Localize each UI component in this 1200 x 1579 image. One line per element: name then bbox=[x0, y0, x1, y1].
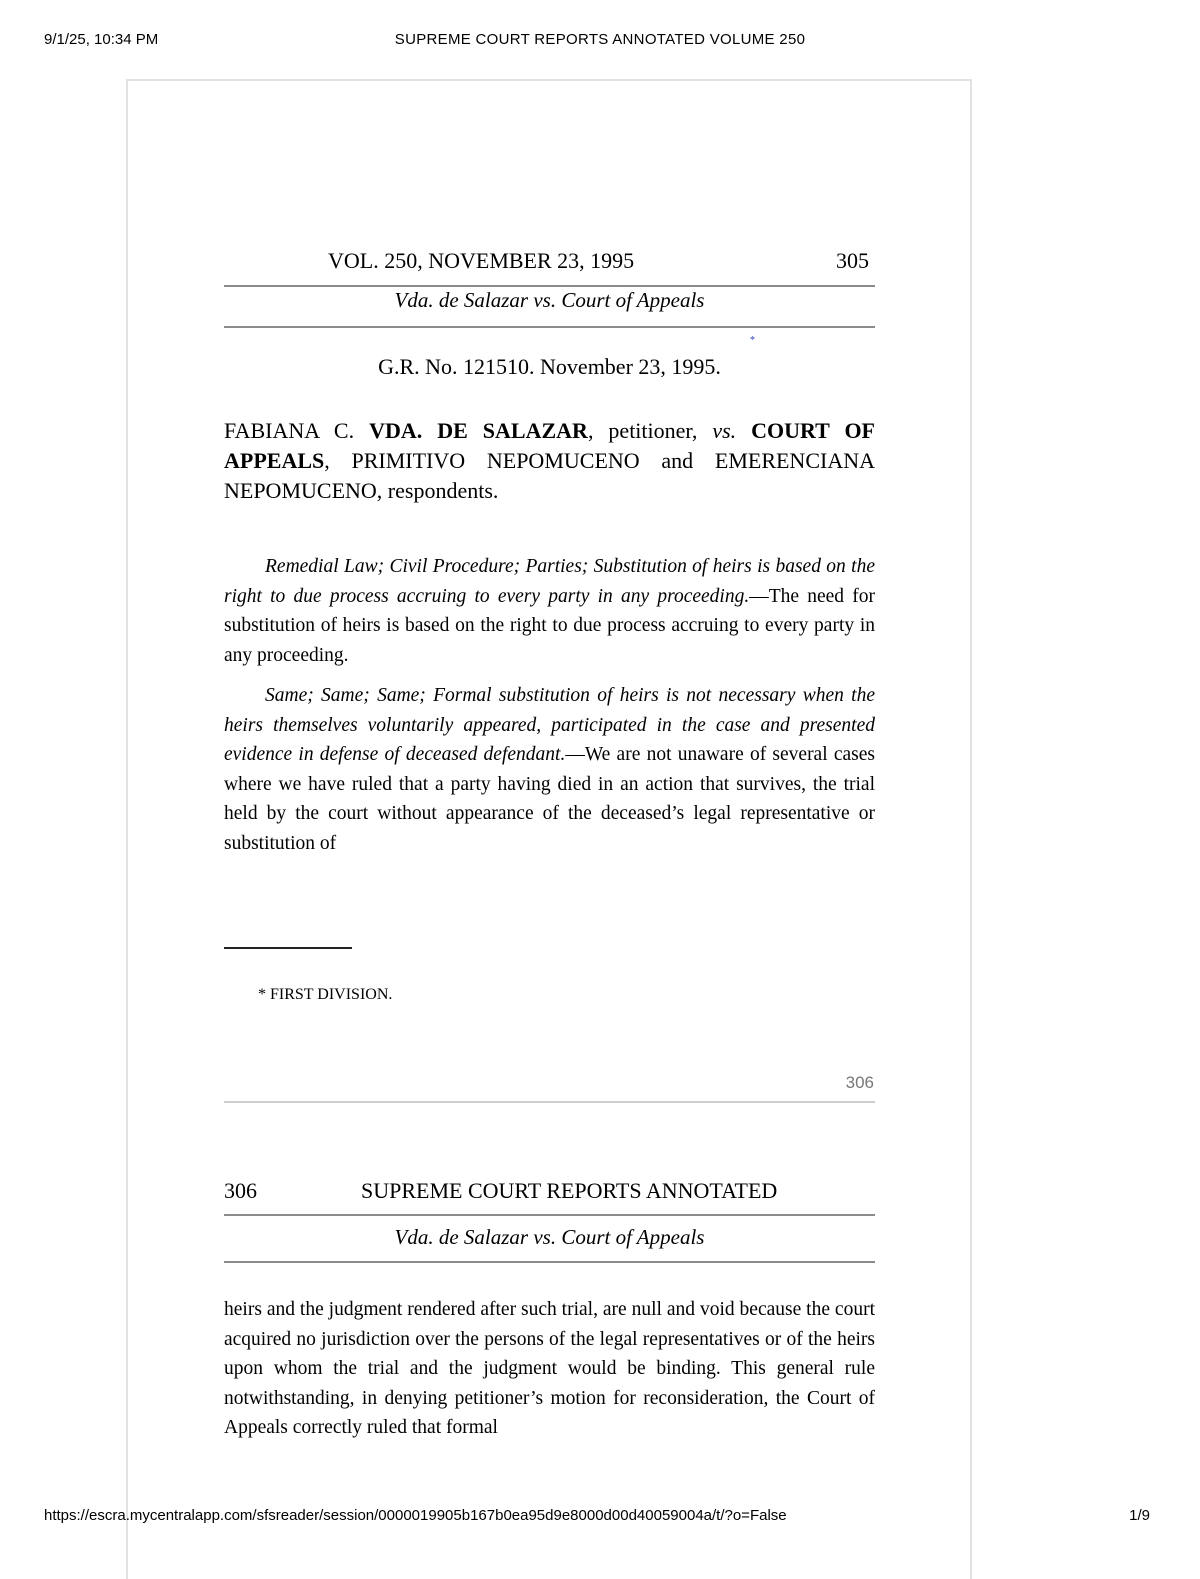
footnote-marker-link[interactable]: * bbox=[750, 335, 755, 346]
print-document-title: SUPREME COURT REPORTS ANNOTATED VOLUME 250 bbox=[394, 31, 806, 48]
header-rule bbox=[224, 1261, 875, 1263]
header-rule bbox=[224, 285, 875, 287]
case-title: Vda. de Salazar vs. Court of Appeals bbox=[394, 1225, 705, 1249]
header-rule bbox=[224, 326, 875, 328]
header-rule bbox=[224, 1214, 875, 1216]
print-date-time: 9/1/25, 10:34 PM bbox=[44, 31, 159, 48]
page-number: 306 bbox=[224, 1178, 257, 1203]
syllabus-paragraph: Remedial Law; Civil Procedure; Parties; Substitution of heirs is based on the right to due process accruing to every party in any proceeding.—The need for substitution of heirs is based on the right to due process accruing to every party in any proceeding. bbox=[224, 556, 875, 666]
page-divider bbox=[224, 1101, 875, 1103]
body-paragraph: heirs and the judgment rendered after such trial, are null and void because the court acquired no jurisdiction over the persons of the legal representatives or of the heirs upon whom the trial and the judgment would be binding. This general rule notwithstanding, in denying petitioner’s motion for reconsideration, the Court of Appeals correctly ruled that formal bbox=[224, 1299, 875, 1438]
gr-number: G.R. No. 121510. November 23, 1995. bbox=[378, 354, 721, 379]
reader-page-marker: 306 bbox=[845, 1073, 874, 1092]
case-title: Vda. de Salazar vs. Court of Appeals bbox=[394, 288, 705, 312]
footnote-rule bbox=[224, 947, 352, 949]
syllabus-paragraph: Same; Same; Same; Formal substitution of heirs is not necessary when the heirs themselves voluntarily appeared, participated in the case and presented evidence in defense of deceased defendant.—We are not unaware of several cases where we have ruled that a party having died in an action that survives, the trial held by the court without appearance of the deceased’s legal representative or substitution of bbox=[224, 685, 875, 854]
page-number: 305 bbox=[836, 248, 869, 273]
print-page-count: 1/9 bbox=[1129, 1507, 1150, 1524]
case-parties: FABIANA C. VDA. DE SALAZAR, petitioner, vs. COURT OF APPEALS, PRIMITIVO NEPOMUCENO and EMERENCIANA NEPOMUCENO, respondents. bbox=[224, 418, 875, 503]
print-url: https://escra.mycentralapp.com/sfsreader/session/0000019905b167b0ea95d9e8000d00d40059004a/t/?o=False bbox=[44, 1507, 787, 1524]
running-head: SUPREME COURT REPORTS ANNOTATED bbox=[361, 1178, 778, 1203]
running-head: VOL. 250, NOVEMBER 23, 1995 bbox=[328, 248, 635, 273]
footnote: * FIRST DIVISION. bbox=[258, 986, 393, 1003]
